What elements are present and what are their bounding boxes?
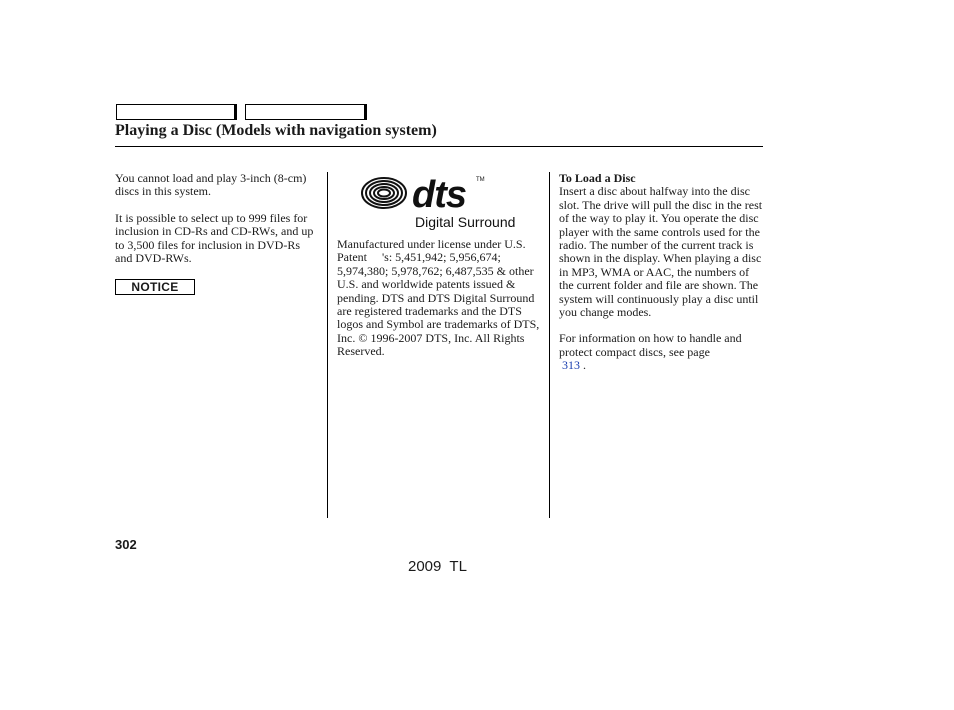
page-number: 302 bbox=[115, 537, 137, 552]
disc-rings-icon bbox=[362, 178, 406, 208]
footer-model: 2009 TL bbox=[408, 558, 467, 575]
dts-wordmark: dts bbox=[412, 175, 466, 216]
page-title: Playing a Disc (Models with navigation system) bbox=[115, 122, 437, 139]
left-column bbox=[115, 172, 315, 265]
dts-tm: TM bbox=[476, 177, 485, 183]
load-disc-paragraph: Insert a disc about halfway into the disc slot. The drive will pull the disc in the rest of the way to play it. You operate the disc player with the same controls used for the radio. The number of the current track is shown in the display. When playing a disc in MP3, WMA or AAC, the numbers of the current folder and file are shown. The system will continuously play a disc until you change modes. bbox=[559, 184, 763, 320]
title-divider bbox=[115, 146, 763, 147]
load-disc-heading: To Load a Disc bbox=[559, 171, 636, 185]
handling-paragraph bbox=[559, 332, 764, 372]
handling-text: For information on how to handle and protect compact discs, see page bbox=[559, 331, 742, 359]
column-divider-left bbox=[327, 172, 328, 518]
nav-tab-1[interactable] bbox=[116, 104, 237, 120]
right-column bbox=[559, 172, 764, 373]
left-paragraph-1: You cannot load and play 3-inch (8-cm) discs in this system. bbox=[115, 171, 307, 199]
notice-badge bbox=[115, 279, 195, 295]
dts-caption: Digital Surround bbox=[415, 214, 516, 230]
notice-label: NOTICE bbox=[131, 280, 179, 294]
column-divider-right bbox=[549, 172, 550, 518]
page-ref-suffix: . bbox=[580, 358, 586, 373]
page-ref-link[interactable]: 313 bbox=[562, 358, 580, 373]
middle-column bbox=[337, 238, 542, 359]
dts-digital-surround-logo bbox=[360, 175, 520, 233]
nav-tab-2[interactable] bbox=[245, 104, 367, 120]
left-paragraph-2: It is possible to select up to 999 files for inclusion in CD-Rs and CD-RWs, and up to 3,500 files for inclusion in DVD-Rs and DVD-RWs. bbox=[115, 210, 314, 266]
license-paragraph: Manufactured under license under U.S. Patent 's: 5,451,942; 5,956,674; 5,974,380; 5,978,762; 6,487,535 & other U.S. and worldwide patents issued & pending. DTS and DTS Digital Surround are registered trademarks and the DTS logos and Symbol are trademarks of DTS, Inc. © 1996-2007 DTS, Inc. All Rights Reserved. bbox=[337, 237, 543, 359]
